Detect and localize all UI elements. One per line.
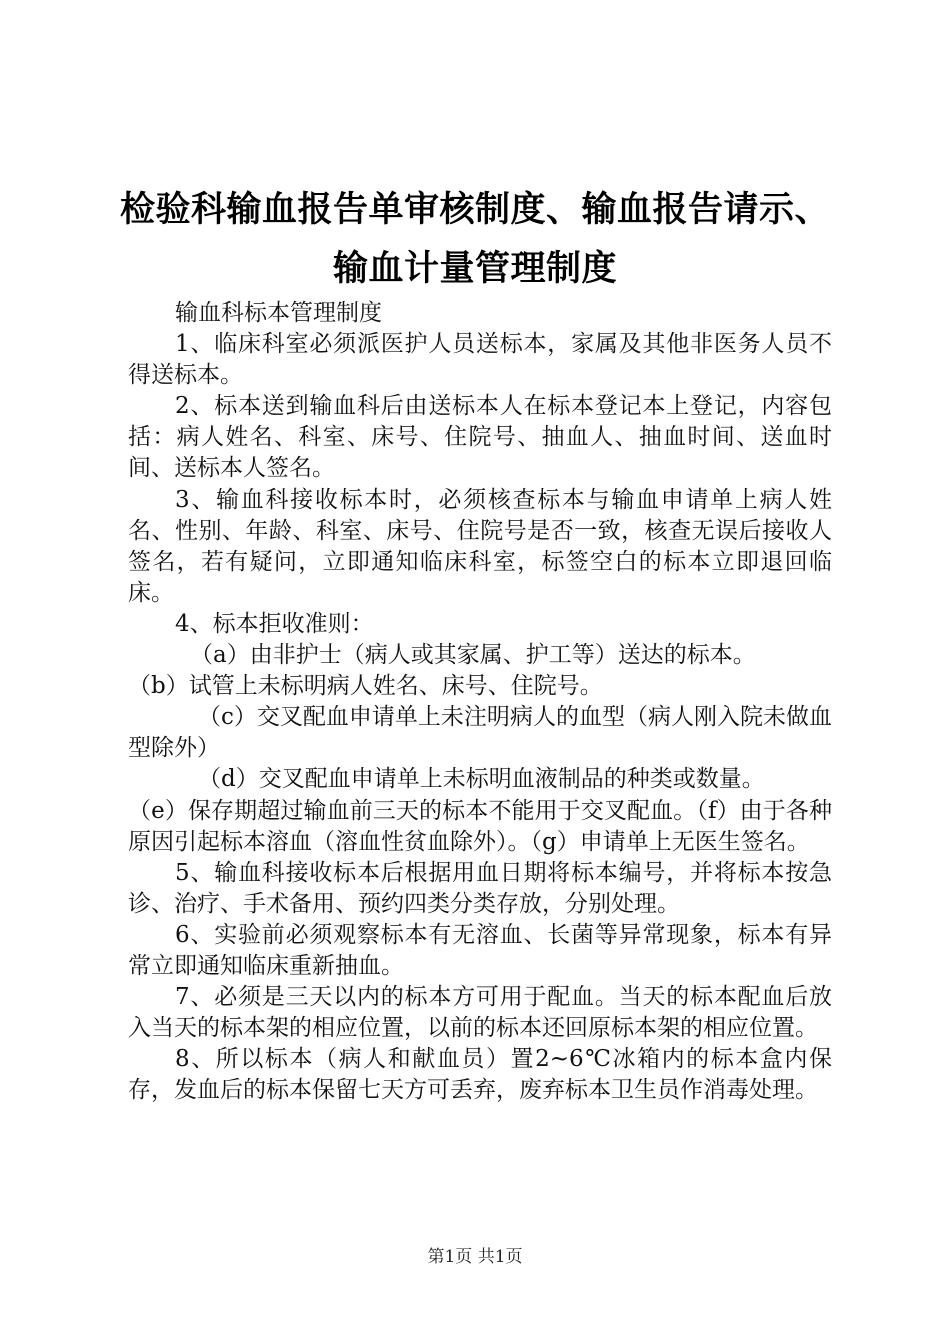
paragraph-4: 4、标本拒收准则： — [175, 610, 374, 637]
document-title-line-2: 输血计量管理制度 — [332, 248, 617, 289]
document-title-line-1: 检验科输血报告单审核制度、输血报告请示、 — [119, 189, 830, 230]
paragraph-5: 5、输血科接收标本后根据用血日期将标本编号，并将标本按急诊、治疗、手术备用、预约四类分类存放，分别处理。 — [128, 859, 832, 917]
rejection-item-efg: （e）保存期超过输血前三天的标本不能用于交叉配血。（f）由于各种原因引起标本溶血（溶血性贫血除外）。（g）申请单上无医生签名。 — [128, 797, 832, 855]
rejection-item-a: （a）由非护士（病人或其家属、护工等）送达的标本。 — [190, 642, 756, 669]
rejection-item-d: （d）交叉配血申请单上未标明血液制品的种类或数量。 — [198, 766, 765, 793]
paragraph-1: 1、临床科室必须派医护人员送标本，家属及其他非医务人员不得送标本。 — [128, 331, 832, 389]
paragraph-2: 2、标本送到输血科后由送标本人在标本登记本上登记，内容包括：病人姓名、科室、床号、住院号、抽血人、抽血时间、送血时间、送标本人签名。 — [128, 393, 832, 482]
paragraph-3: 3、输血科接收标本时，必须核查标本与输血申请单上病人姓名、性别、年龄、科室、床号、住院号是否一致，核查无误后接收人签名，若有疑问，立即通知临床科室，标签空白的标本立即退回临床。 — [128, 486, 832, 606]
document-body — [128, 298, 832, 1106]
page-footer: 第1页 共1页 — [427, 1247, 523, 1267]
section-heading: 输血科标本管理制度 — [175, 300, 382, 326]
paragraph-6: 6、实验前必须观察标本有无溶血、长菌等异常现象，标本有异常立即通知临床重新抽血。 — [128, 921, 832, 979]
rejection-item-c: （c）交叉配血申请单上未注明病人的血型（病人刚入院未做血型除外） — [128, 704, 832, 762]
rejection-item-b: （b）试管上未标明病人姓名、床号、住院号。 — [128, 673, 603, 700]
paragraph-7: 7、必须是三天以内的标本方可用于配血。当天的标本配血后放入当天的标本架的相应位置，以前的标本还回原标本架的相应位置。 — [128, 984, 832, 1042]
paragraph-8: 8、所以标本（病人和献血员）置2~6℃冰箱内的标本盒内保存，发血后的标本保留七天方可丢弃，废弃标本卫生员作消毒处理。 — [128, 1046, 832, 1104]
